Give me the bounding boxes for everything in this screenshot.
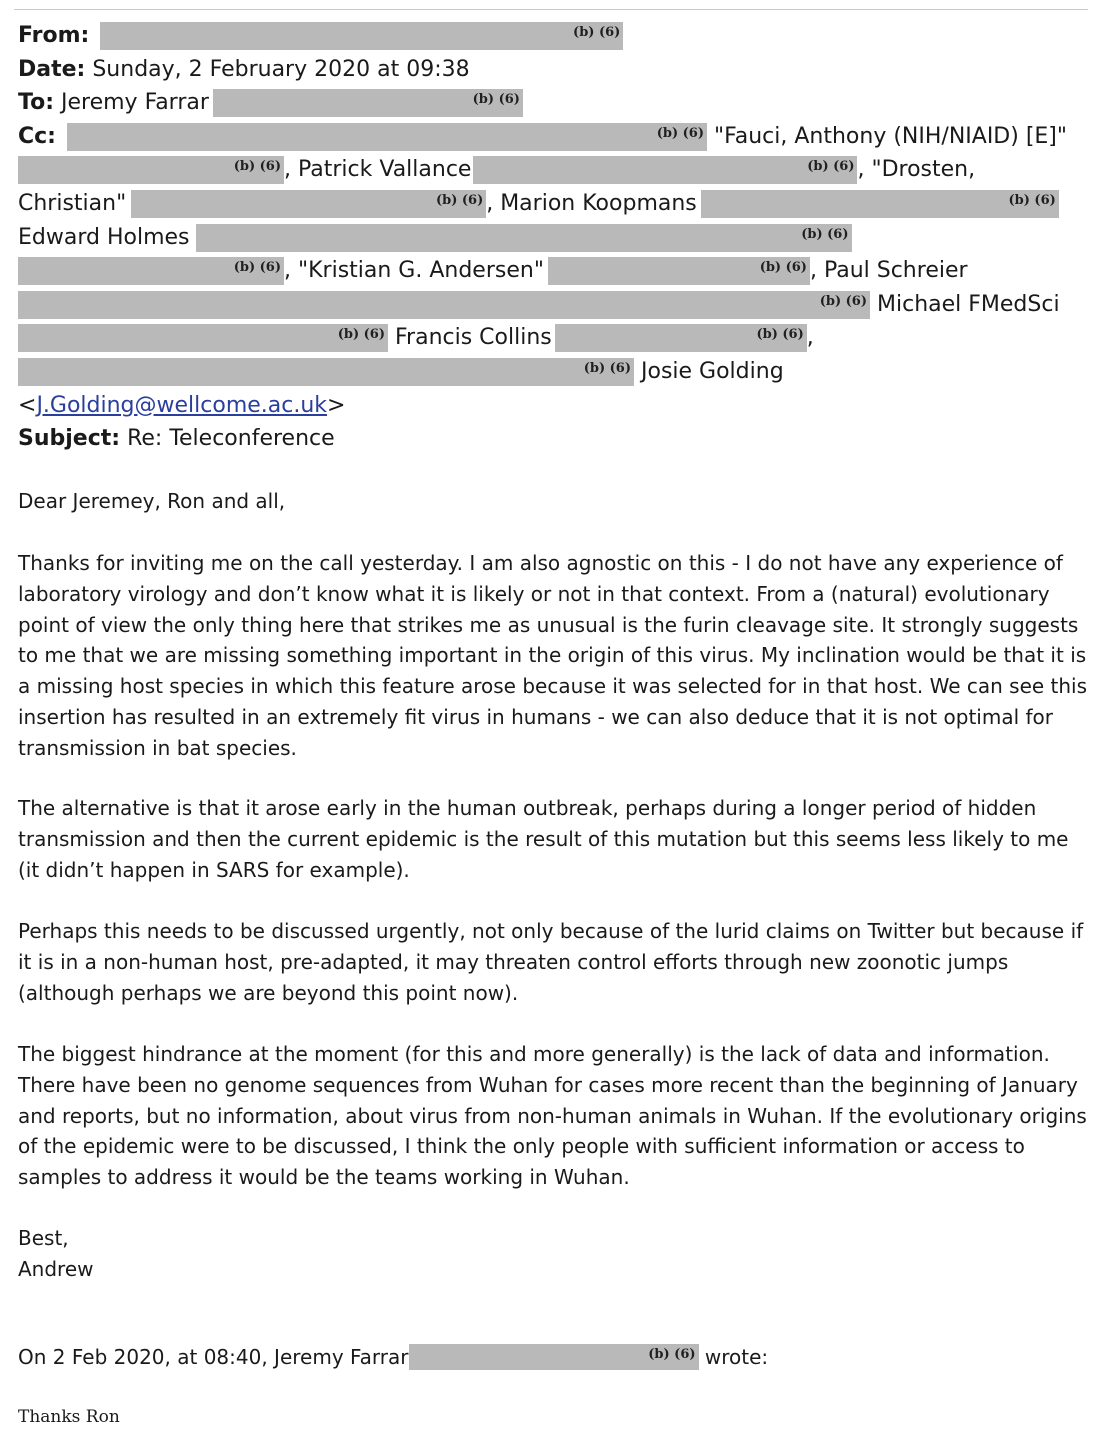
cc-recipient-drosten: Christian" — [18, 190, 127, 216]
subject-label: Subject: — [18, 426, 121, 452]
cc-line-9 — [18, 389, 1088, 423]
redaction-code: (b) (6) — [337, 327, 385, 343]
cc-line-5 — [18, 254, 1088, 288]
signature-block — [18, 1223, 1090, 1285]
cc-recipient-andersen: , "Kristian G. Andersen" — [284, 258, 544, 284]
date-line — [18, 53, 1088, 87]
cc-line-2 — [18, 153, 1088, 187]
redaction-block — [213, 89, 523, 117]
paragraph-text: The alternative is that it arose early in the human outbreak, perhaps during a longer period of hidden transmission and then the current epidemic is the result of this mutation but this seems less likely to me (it didn’t happen in SARS for example). — [18, 796, 1069, 882]
to-line — [18, 86, 1088, 120]
body-paragraph — [18, 1039, 1090, 1193]
quoted-message: Thanks Ron — [18, 1407, 120, 1427]
redaction-block — [196, 224, 852, 252]
cc-line-7 — [18, 321, 1088, 355]
redaction-block — [18, 324, 388, 352]
to-label: To: — [18, 90, 54, 116]
redaction-block — [18, 291, 870, 319]
cc-recipient-vallance: , Patrick Vallance — [284, 157, 472, 183]
paragraph-text: Thanks for inviting me on the call yesterday. I am also agnostic on this - I do not have any experience of laboratory virology and don’t know what it is likely or not in that context. From a (natural) evolutionary point of view the only thing here that strikes me as unusual is the furin cleavage site. It strongly suggests to me that we are missing something important in the origin of this virus. My inclination would be that it is a missing host species in which this feature arose because it was selected for in that host. We can see this insertion has resulted in an extremely fit virus in humans - we can also deduce that it is not optimal for transmission in bat species. — [18, 551, 1088, 760]
cc-recipient-drosten: , "Drosten, — [857, 157, 976, 183]
cc-line-6 — [18, 288, 1088, 322]
cc-label: Cc: — [18, 123, 56, 149]
redaction-code: (b) (6) — [472, 92, 520, 108]
cc-recipient-holmes: Edward Holmes — [18, 224, 190, 250]
redaction-code: (b) (6) — [819, 293, 867, 309]
redaction-code: (b) (6) — [435, 192, 484, 208]
cc-recipient-michael: Michael FMedSci — [877, 291, 1060, 317]
redaction-code: (b) (6) — [807, 159, 855, 175]
top-divider — [14, 9, 1088, 10]
redaction-code: (b) (6) — [648, 1347, 696, 1362]
redaction-block — [701, 190, 1059, 218]
email-header — [18, 19, 1088, 456]
cc-recipient-fauci: "Fauci, Anthony (NIH/NIAID) [E]" — [713, 123, 1068, 149]
cc-recipient-koopmans: , Marion Koopmans — [486, 190, 697, 216]
cc-recipient-schreier: , Paul Schreier — [809, 258, 968, 284]
email-bracket: < — [18, 392, 37, 418]
from-label: From: — [18, 23, 90, 48]
redaction-code: (b) (6) — [656, 125, 704, 141]
redaction-block — [548, 257, 810, 285]
email-bracket: > — [327, 392, 346, 418]
signoff: Best, — [18, 1226, 69, 1250]
cc-line-1 — [18, 120, 1088, 154]
redaction-block — [100, 22, 623, 50]
redaction-code: (b) (6) — [233, 159, 281, 175]
cc-recipient-golding: Josie Golding — [641, 358, 784, 384]
redaction-block — [67, 123, 707, 151]
paragraph-text: Perhaps this needs to be discussed urgently, not only because of the lurid claims on Twitter but because if it is in a non-human host, pre-adapted, it may threaten control efforts through new zoonotic jumps (although perhaps we are beyond this point now). — [18, 919, 1084, 1005]
redaction-code: (b) (6) — [756, 327, 804, 343]
redaction-block — [473, 156, 857, 184]
paragraph-text: The biggest hindrance at the moment (for this and more generally) is the lack of data and information. There have been no genome sequences from Wuhan for cases more recent than the beginning of January and reports, but no information, about virus from non-human animals in Wuhan. If the evolutionary origins of the epidemic were to be discussed, I think the only people with sufficient information or access to samples to address it would be the teams working in Wuhan. — [18, 1042, 1087, 1190]
redaction-block — [18, 358, 634, 386]
redaction-code: (b) (6) — [759, 260, 807, 276]
redaction-block — [555, 324, 807, 352]
date-value: Sunday, 2 February 2020 at 09:38 — [92, 56, 470, 82]
golding-email-link[interactable]: J.Golding@wellcome.ac.uk — [36, 392, 328, 418]
redaction-code: (b) (6) — [573, 25, 621, 40]
quoted-intro-text: On 2 Feb 2020, at 08:40, Jeremy Farrar — [18, 1345, 409, 1369]
from-line — [18, 19, 1088, 53]
redaction-block — [409, 1344, 699, 1370]
redaction-code: (b) (6) — [801, 226, 849, 242]
greeting-text: Dear Jeremey, Ron and all, — [18, 489, 286, 513]
signature-name: Andrew — [18, 1256, 94, 1281]
greeting — [18, 486, 1090, 517]
redaction-block — [18, 156, 284, 184]
to-recipient: Jeremy Farrar — [61, 90, 209, 116]
cc-line-4 — [18, 221, 1088, 255]
subject-line — [18, 422, 1088, 456]
date-label: Date: — [18, 56, 86, 82]
cc-recipient-collins: Francis Collins — [395, 325, 552, 351]
redaction-code: (b) (6) — [583, 360, 631, 376]
subject-value: Re: Teleconference — [127, 426, 335, 452]
quoted-intro-wrote: wrote: — [704, 1345, 769, 1369]
redaction-code: (b) (6) — [1008, 192, 1056, 208]
cc-line-3 — [18, 187, 1088, 221]
redaction-code: (b) (6) — [233, 260, 281, 276]
body-paragraph — [18, 793, 1090, 885]
cc-line-8 — [18, 355, 1088, 389]
body-paragraph — [18, 916, 1090, 1008]
redaction-block — [18, 257, 284, 285]
quoted-intro — [18, 1342, 1090, 1373]
body-paragraph — [18, 548, 1090, 764]
cc-separator: , — [806, 325, 814, 351]
redaction-block — [131, 190, 486, 218]
